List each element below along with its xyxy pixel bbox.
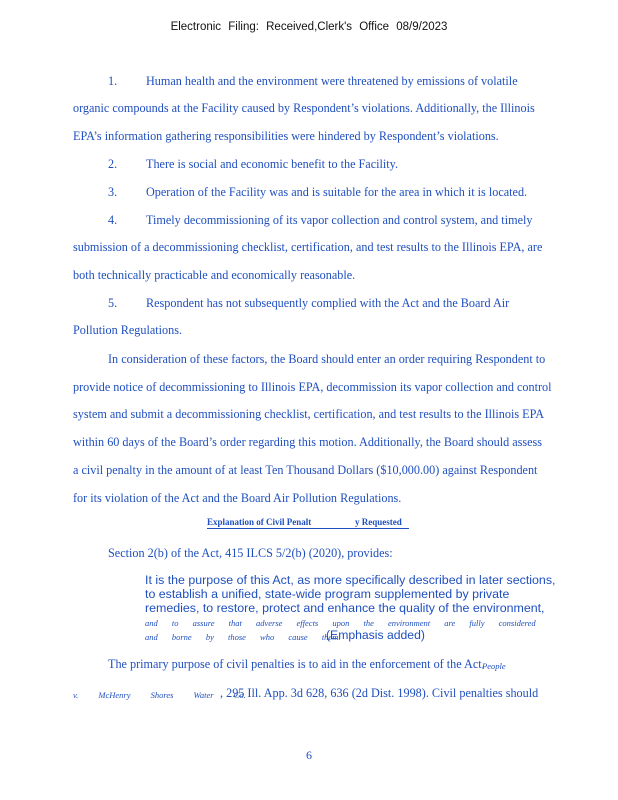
item-line: submission of a decommissioning checklist, certification, and test results to the Illinois EPA, are [73, 240, 543, 254]
quote-line: to establish a unified, state-wide program supplemented by private [145, 587, 510, 601]
item-line: Human health and the environment were threatened by emissions of volatile [146, 74, 518, 88]
item-line: Timely decommissioning of its vapor collection and control system, and timely [146, 213, 533, 227]
quote-italic-line: and to assure that adverse effects upon the environment are fully considered [145, 618, 536, 628]
case-name-part: People [482, 661, 506, 671]
section-intro: Section 2(b) of the Act, 415 ILCS 5/2(b) (2020), provides: [108, 546, 393, 560]
paragraph-line: within 60 days of the Board’s order regarding this motion. Additionally, the Board should assess [73, 435, 543, 449]
case-name-part: v. McHenry Shores Water Co. [73, 690, 246, 700]
paragraph-line: system and submit a decommissioning checklist, certification, and test results to the Illinois EPA [73, 407, 545, 421]
quote-line: It is the purpose of this Act, as more specifically described in later sections, [145, 573, 556, 587]
item-line: organic compounds at the Facility caused by Respondent’s violations. Additionally, the Illinois [73, 101, 535, 115]
paragraph-line: provide notice of decommissioning to Illinois EPA, decommission its vapor collection and control [73, 380, 552, 394]
item-line: Respondent has not subsequently complied with the Act and the Board Air [146, 296, 510, 310]
paragraph-line: a civil penalty in the amount of at least Ten Thousand Dollars ($10,000.00) against Respondent [73, 463, 538, 477]
quote-italic-line: and borne by those who cause them. [145, 632, 341, 642]
purpose-sentence: The primary purpose of civil penalties is to aid in the enforcement of the Act. [108, 657, 485, 671]
paragraph-line: In consideration of these factors, the Board should enter an order requiring Respondent to [108, 352, 546, 366]
item-number: 4. [108, 213, 118, 227]
section-heading-right: y Requested [355, 517, 402, 527]
page-number: 6 [306, 748, 312, 762]
paragraph-line: for its violation of the Act and the Board Air Pollution Regulations. [73, 491, 402, 505]
quote-line: remedies, to restore, protect and enhance the quality of the environment, [145, 601, 545, 615]
item-line: Pollution Regulations. [73, 323, 183, 337]
emphasis-note: (Emphasis added) [326, 628, 425, 642]
item-number: 1. [108, 74, 118, 88]
item-number: 2. [108, 157, 118, 171]
item-line: There is social and economic benefit to the Facility. [146, 157, 399, 171]
item-line: EPA’s information gathering responsibilities were hindered by Respondent’s violations. [73, 129, 499, 143]
case-citation: , 295 Ill. App. 3d 628, 636 (2d Dist. 1998). Civil penalties should [220, 686, 539, 700]
item-number: 3. [108, 185, 118, 199]
item-line: Operation of the Facility was and is suitable for the area in which it is located. [146, 185, 528, 199]
section-heading [207, 517, 409, 529]
item-line: both technically practicable and economically reasonable. [73, 268, 356, 282]
filing-header: Electronic Filing: Received,Clerk's Office 08/9/2023 [170, 21, 448, 33]
section-heading-left: Explanation of Civil Penalt [207, 517, 312, 527]
item-number: 5. [108, 296, 118, 310]
